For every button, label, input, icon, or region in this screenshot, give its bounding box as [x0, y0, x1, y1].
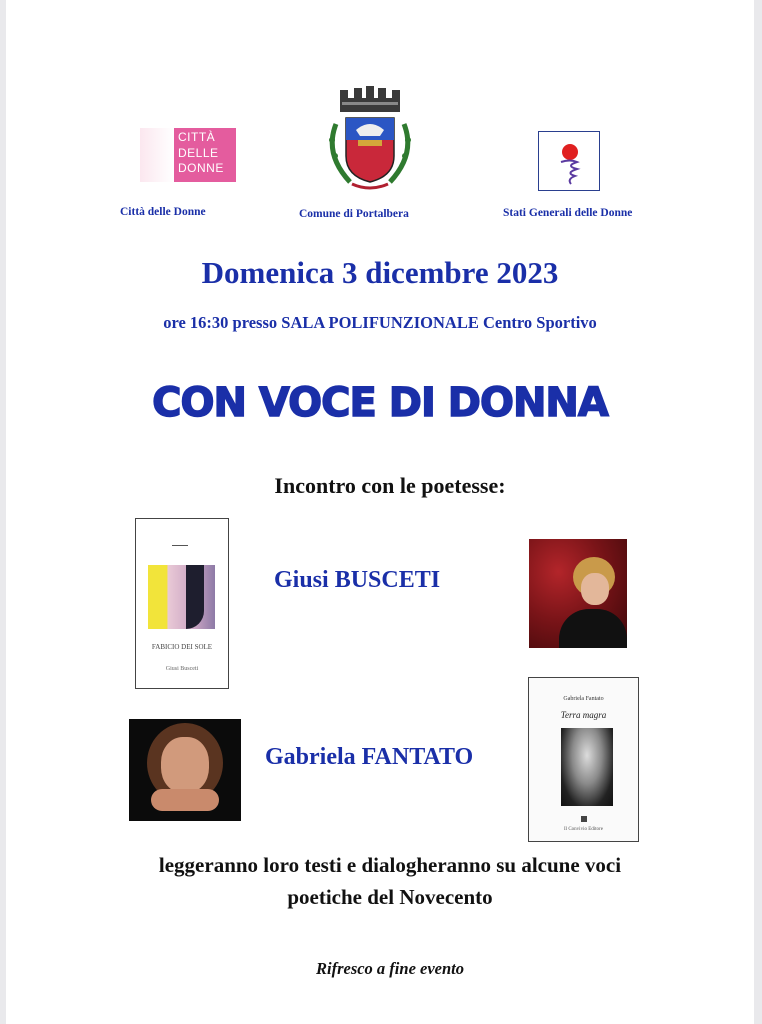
poet-name-busceti: Giusi BUSCETI	[274, 567, 441, 593]
coat-of-arms-icon	[322, 84, 418, 194]
event-intro: Incontro con le poetesse:	[274, 473, 506, 498]
photo-busceti	[529, 539, 627, 648]
book-cover-fantato	[528, 677, 639, 842]
event-time-place: ore 16:30 presso SALA POLIFUNZIONALE Centro Sportivo	[163, 313, 597, 332]
stati-generali-label: Stati Generali delle Donne	[503, 207, 633, 219]
event-date: Domenica 3 dicembre 2023	[201, 255, 559, 290]
book-publisher: Il Convivio Editore	[564, 827, 603, 832]
logo-text-line: DONNE	[178, 161, 224, 175]
description-line: poetiche del Novecento	[287, 885, 493, 909]
stati-generali-icon	[538, 131, 600, 191]
book-title: FABICIO DEI SOLE	[151, 643, 213, 651]
event-description	[6, 849, 762, 913]
citta-delle-donne-logo	[140, 128, 252, 182]
photo-fantato	[129, 719, 241, 821]
book-cover-busceti	[135, 518, 229, 689]
book-author: Gabriela Fantato	[563, 696, 604, 702]
book-title: Terra magra	[560, 710, 607, 720]
logo-text-line: DELLE	[178, 145, 219, 160]
logo-text-line: CITTÀ	[178, 130, 216, 144]
book-author: Giusi Busceti	[165, 666, 199, 672]
poster-page	[6, 0, 754, 1024]
comune-portalbera-label: Comune di Portalbera	[299, 208, 409, 220]
poet-name-fantato: Gabriela FANTATO	[265, 744, 474, 770]
footer-note: Rifresco a fine evento	[315, 959, 464, 978]
description-line: leggeranno loro testi e dialogheranno su alcune voci	[158, 853, 622, 877]
event-title: CON VOCE DI DONNA	[152, 380, 608, 426]
citta-delle-donne-label: Città delle Donne	[120, 206, 206, 218]
